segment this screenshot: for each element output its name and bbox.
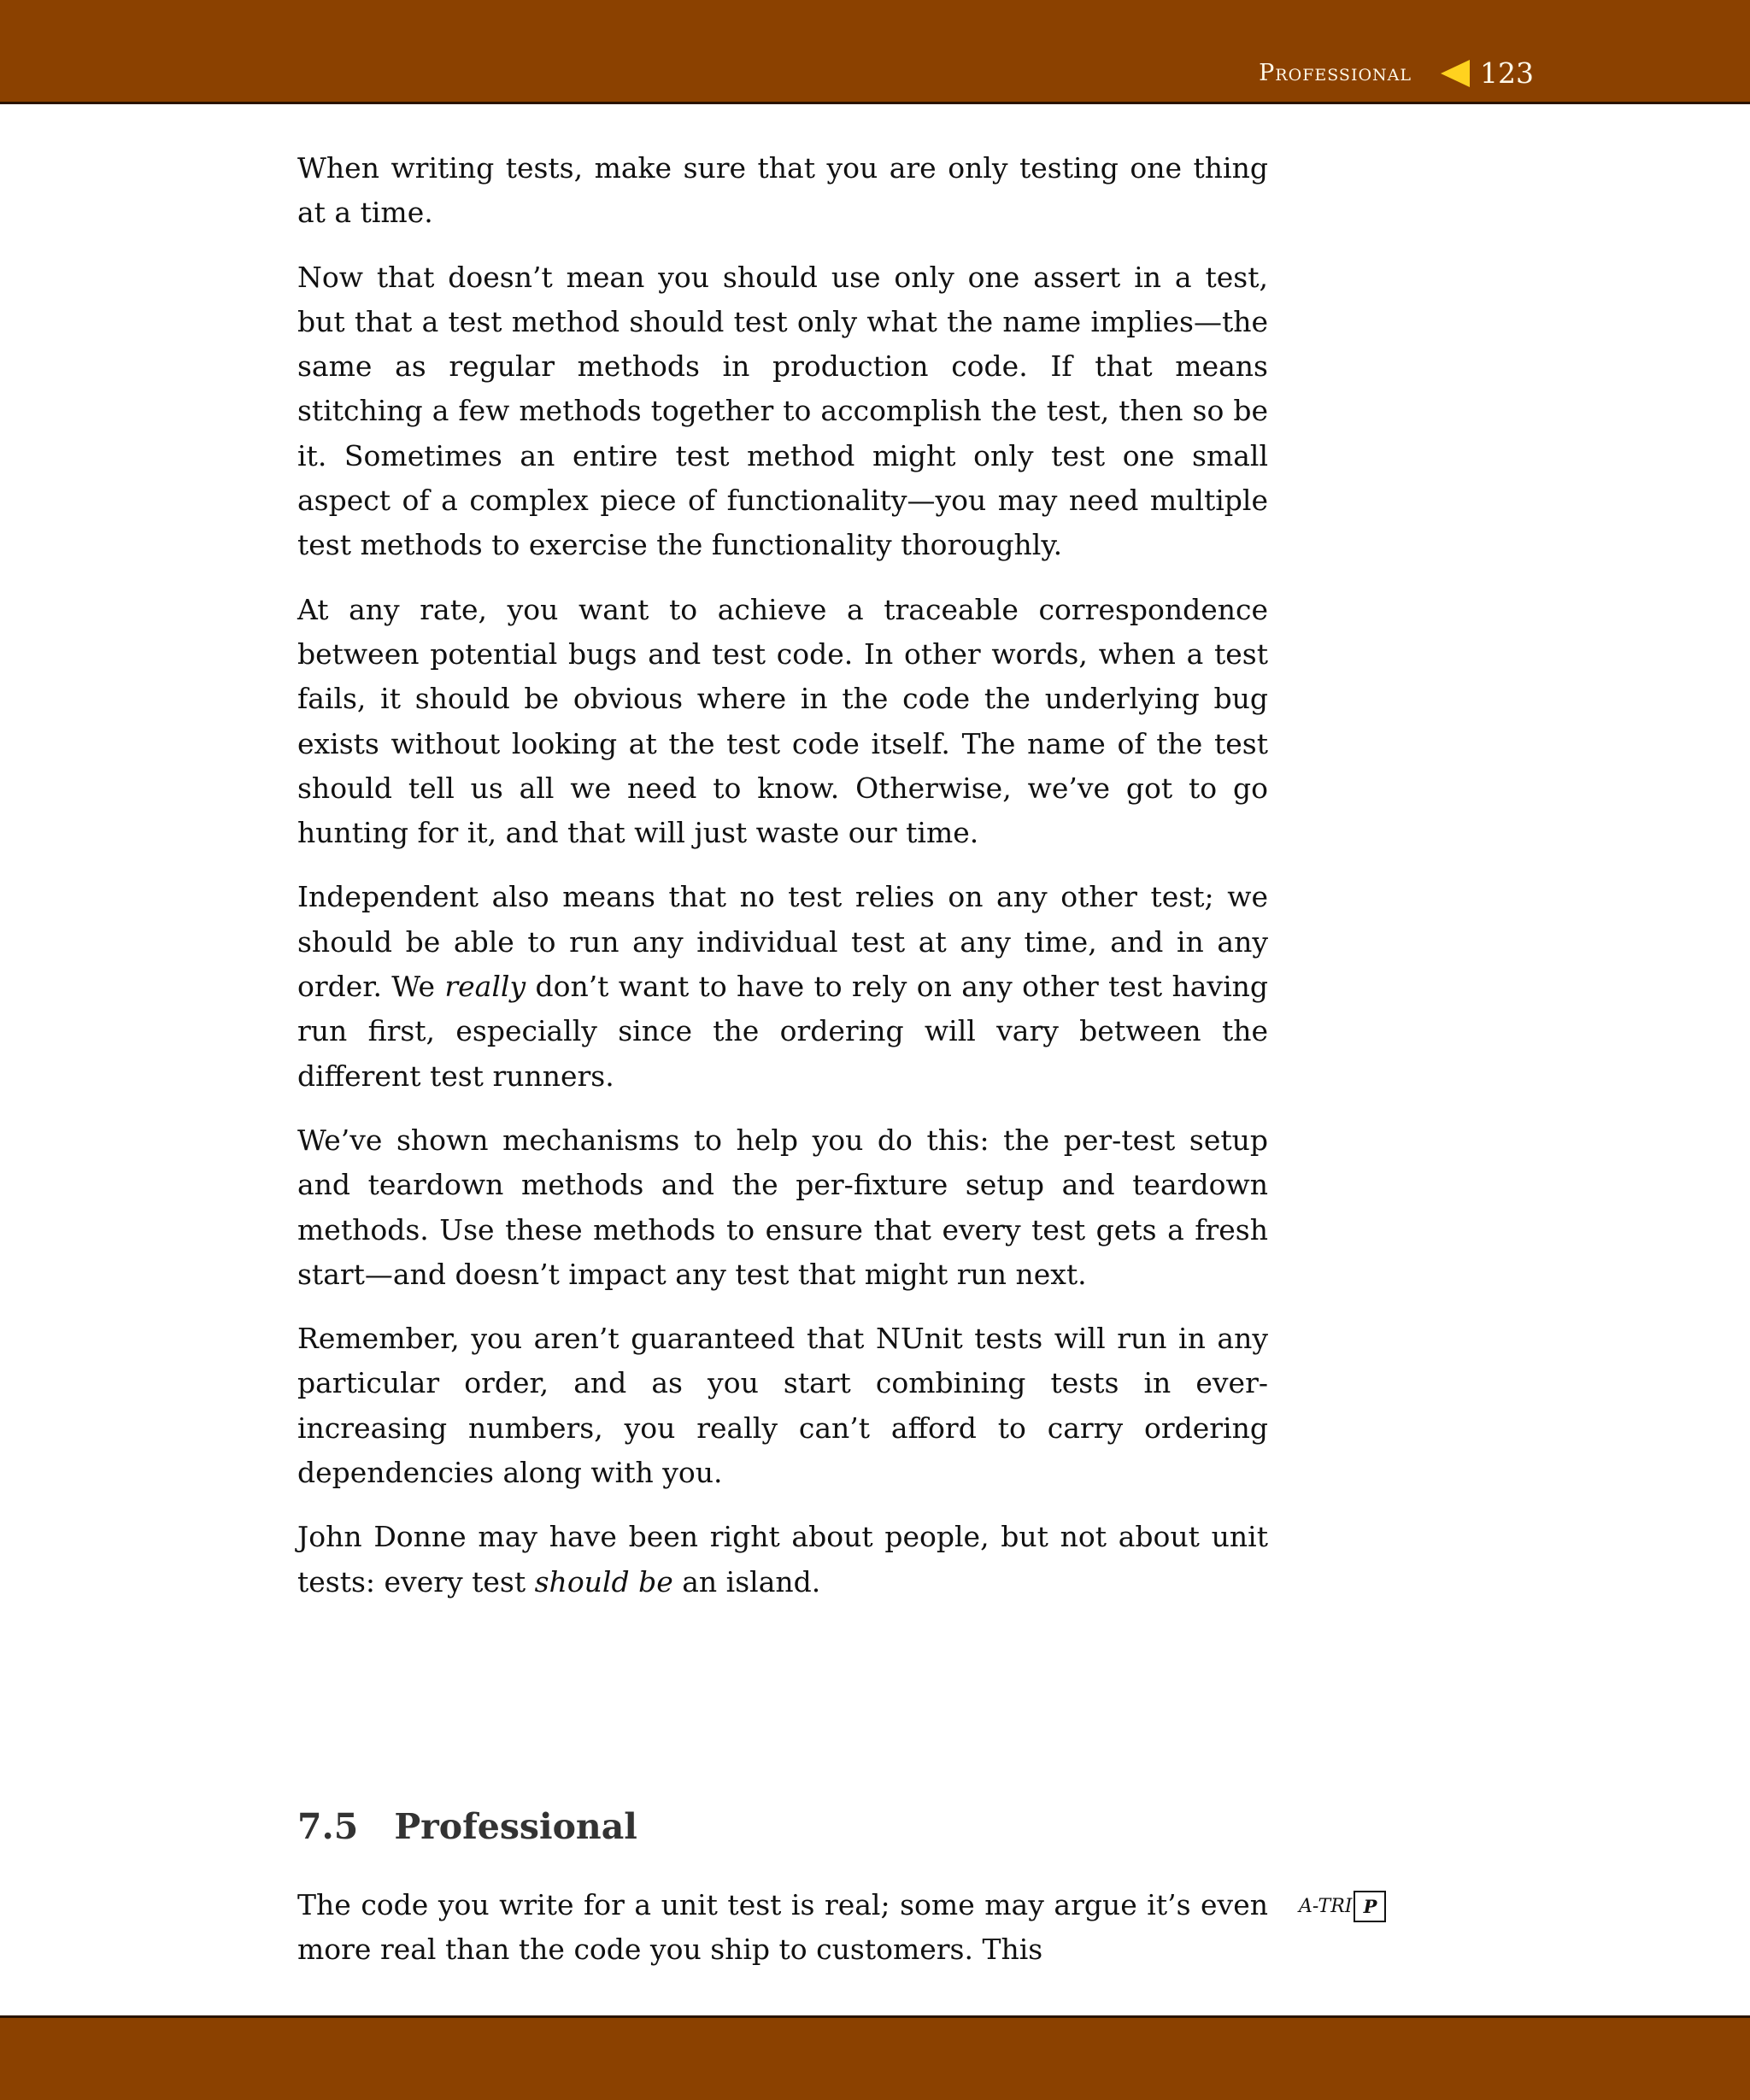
running-header-section: Professional xyxy=(1259,60,1412,86)
emphasis-should-be: should be xyxy=(534,1564,673,1598)
paragraph-text: don’t want to have to rely on any other test having run first, especially since the ordering will vary between the different test runners. xyxy=(297,970,1269,1093)
paragraph-5 xyxy=(297,1118,1268,1297)
paragraph-text: When writing tests, make sure that you are only testing one thing at a time. xyxy=(297,151,1268,230)
section-heading xyxy=(297,1806,637,1847)
paragraph-text: an island. xyxy=(672,1564,821,1598)
section-title: Professional xyxy=(394,1806,637,1847)
section-number: 7.5 xyxy=(297,1806,359,1847)
left-arrow-icon xyxy=(1441,60,1470,87)
paragraph-8: The code you write for a unit test is real; some may argue it’s even more real than the code you ship to customers. This xyxy=(297,1888,1268,1967)
paragraph-7 xyxy=(297,1515,1268,1604)
paragraph-text: Remember, you aren’t guaranteed that NUnit tests will run in any particular order, and as you start combining tests in ever-increasing numbers, you really can’t afford to carry ordering dependencies along with you. xyxy=(297,1322,1268,1490)
body-text xyxy=(297,146,1268,1624)
running-header xyxy=(1259,56,1534,90)
paragraph-3 xyxy=(297,588,1268,856)
page-footer-band xyxy=(0,2015,1750,2100)
paragraph-text: Independent also means that no test relies on any other test; we should be able to run any individual test at any time, and in any order. We xyxy=(297,880,1268,1004)
margin-tag-label: A-TRI xyxy=(1299,1896,1353,1917)
paragraph-text: Now that doesn’t mean you should use only one assert in a test, but that a test method should test only what the name implies—the same as regular methods in production code. If that means stitching a few methods together to accomplish the test, then so be it. Sometimes an entire test method might only test one small aspect of a complex piece of functionality—you may need multiple test methods to exercise the functionality thoroughly. xyxy=(297,260,1268,562)
emphasis-really: really xyxy=(444,970,526,1004)
page-header-band xyxy=(0,0,1750,104)
paragraph-1 xyxy=(297,146,1268,236)
margin-tag-letter: P xyxy=(1354,1891,1386,1922)
margin-tag xyxy=(1299,1891,1386,1922)
paragraph-4 xyxy=(297,875,1268,1098)
paragraph-text: We’ve shown mechanisms to help you do this: the per-test setup and teardown methods and the per-fixture setup and teardown methods. Use these methods to ensure that every test gets a fresh start—and doesn’t impact any test that might run next. xyxy=(297,1123,1268,1291)
paragraph-2 xyxy=(297,255,1268,568)
page-number: 123 xyxy=(1480,56,1534,90)
paragraph-text: John Donne may have been right about people, but not about unit tests: every test xyxy=(297,1520,1268,1598)
paragraph-6 xyxy=(297,1317,1268,1495)
paragraph-text: At any rate, you want to achieve a traceable correspondence between potential bugs and test code. In other words, when a test fails, it should be obvious where in the code the underlying bug exists without looking at the test code itself. The name of the test should tell us all we need to know. Otherwise, we’ve got to go hunting for it, and that will just waste our time. xyxy=(297,592,1268,850)
